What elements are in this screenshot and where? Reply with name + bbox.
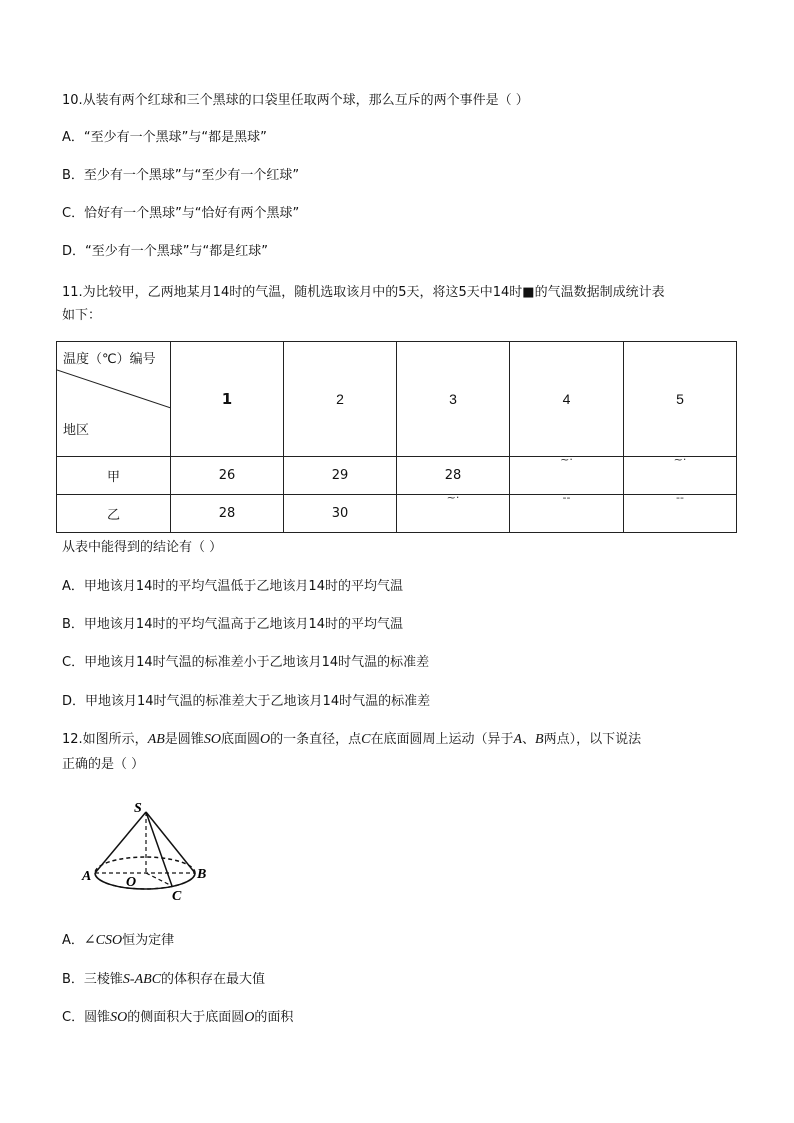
q11-option-a: A．甲地该月14时的平均气温低于乙地该月14时的平均气温 bbox=[62, 579, 403, 594]
table-cell: -- bbox=[510, 495, 624, 533]
label-C: C bbox=[172, 889, 182, 904]
q11-option-c: C．甲地该月14时气温的标准差小于乙地该月14时气温的标准差 bbox=[62, 655, 430, 670]
q10-option-a: A．“至少有一个黑球”与“都是黑球” bbox=[62, 130, 267, 145]
label-B: B bbox=[197, 867, 207, 882]
table-cell: ~· bbox=[397, 495, 510, 533]
label-S: S bbox=[134, 801, 142, 816]
q11-stem-line1: 11.为比较甲，乙两地某月14时的气温，随机选取该月中的5天，将这5天中14时■的气温数据制成统计表 bbox=[62, 285, 665, 300]
label-A: A bbox=[82, 869, 92, 884]
table-col-header: 4 bbox=[510, 342, 624, 457]
table-cell: 30 bbox=[284, 495, 397, 533]
row-label: 乙 bbox=[57, 495, 171, 533]
table-cell: ~· bbox=[510, 457, 624, 495]
q11-stem-line2: 如下： bbox=[62, 308, 102, 323]
q11-option-d: D．甲地该月14时气温的标准差大于乙地该月14时气温的标准差 bbox=[62, 694, 431, 709]
q10-option-c: C．恰好有一个黑球”与“恰好有两个黑球” bbox=[62, 206, 300, 221]
table-header-row bbox=[57, 342, 737, 457]
table-cell: 28 bbox=[397, 457, 510, 495]
table-col-header: 5 bbox=[624, 342, 737, 457]
corner-bottom-label: 地区 bbox=[63, 423, 90, 438]
table-cell: ~· bbox=[624, 457, 737, 495]
q12-option-b: B．三棱锥S-ABC的体积存在最大值 bbox=[62, 972, 266, 987]
temperature-table bbox=[56, 341, 737, 533]
table-col-header: 3 bbox=[397, 342, 510, 457]
q12-stem-line2: 正确的是（ ） bbox=[62, 757, 145, 772]
table-col-header: 1 bbox=[171, 342, 284, 457]
q12-stem-line1: 12.如图所示，AB是圆锥SO底面圆O的一条直径，点C在底面圆周上运动（异于A、B两点），以下说法 bbox=[62, 732, 642, 747]
table-cell: -- bbox=[624, 495, 737, 533]
cone-figure bbox=[80, 798, 220, 908]
q10-stem: 10.从装有两个红球和三个黑球的口袋里任取两个球，那么互斥的两个事件是（ ） bbox=[62, 93, 529, 108]
q11-option-b: B．甲地该月14时的平均气温高于乙地该月14时的平均气温 bbox=[62, 617, 404, 632]
table-col-header: 2 bbox=[284, 342, 397, 457]
table-row bbox=[57, 495, 737, 533]
q12-option-c: C．圆锥SO的侧面积大于底面圆O的面积 bbox=[62, 1010, 294, 1025]
table-cell: 29 bbox=[284, 457, 397, 495]
q12-option-a: A．∠CSO恒为定律 bbox=[62, 933, 175, 948]
table-corner-cell bbox=[57, 342, 171, 457]
table-cell: 26 bbox=[171, 457, 284, 495]
table-cell: 28 bbox=[171, 495, 284, 533]
label-O: O bbox=[126, 875, 137, 890]
table-row bbox=[57, 457, 737, 495]
q10-option-d: D．“至少有一个黑球”与“都是红球” bbox=[62, 244, 268, 259]
q10-option-b: B．至少有一个黑球”与“至少有一个红球” bbox=[62, 168, 300, 183]
row-label: 甲 bbox=[57, 457, 171, 495]
q11-prompt: 从表中能得到的结论有（ ） bbox=[62, 540, 223, 555]
corner-top-label: 温度（℃）编号 bbox=[63, 352, 156, 367]
